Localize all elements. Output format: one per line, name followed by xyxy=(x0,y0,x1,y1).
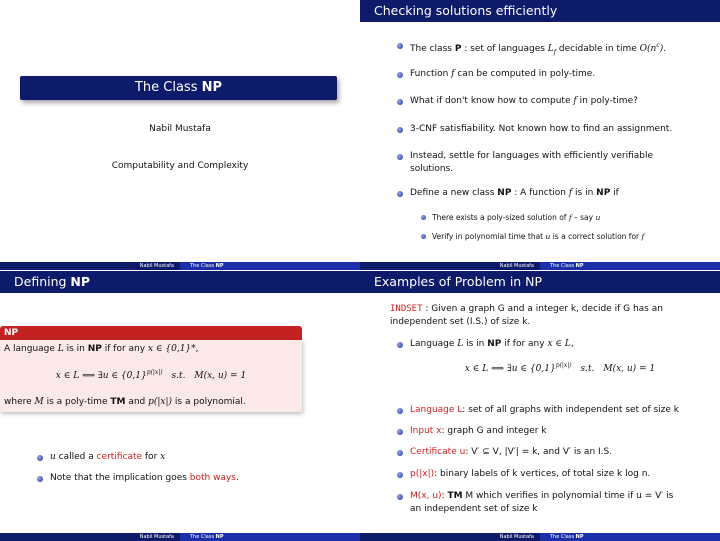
slide-header: Examples of Problem in NP xyxy=(360,271,720,293)
course-name: Computability and Complexity xyxy=(111,161,249,171)
list-item: p(|x|): binary labels of k vertices, of total size k log n. xyxy=(410,468,650,481)
list-item: Language L: set of all graphs with independent set of size k xyxy=(410,404,679,417)
bullet-icon xyxy=(397,99,403,105)
slide-examples-np xyxy=(360,271,720,541)
list-item: Input x: graph G and integer k xyxy=(410,425,547,438)
bullet-icon xyxy=(397,127,403,133)
footer xyxy=(0,262,360,270)
list-item: 3-CNF satisfiability. Not known how to find an assignment. xyxy=(410,123,672,136)
footer-author: Nabil Mustafa xyxy=(360,262,540,270)
bullet-icon xyxy=(397,450,403,456)
definition-title: NP xyxy=(0,326,302,340)
list-item: Note that the implication goes both ways. xyxy=(50,472,239,485)
bullet-icon xyxy=(397,342,403,348)
bullet-icon xyxy=(397,494,403,500)
footer-title: The Class NP xyxy=(180,262,360,270)
bullet-icon xyxy=(397,408,403,414)
list-item: The class P : set of languages $L_f$ decidable in time $O(n^c)$. xyxy=(410,39,666,59)
footer-author: Nabil Mustafa xyxy=(0,262,180,270)
bullet-icon xyxy=(397,472,403,478)
bullet-icon xyxy=(397,43,403,49)
intro-text: INDSET : Given a graph G and a integer k, decide if G has an independent set (I.S.) of size k. xyxy=(390,304,663,327)
bullet-icon xyxy=(421,215,426,220)
bullet-icon xyxy=(397,191,403,197)
bullet-icon xyxy=(397,429,403,435)
bullet-icon xyxy=(397,72,403,78)
bullet-icon xyxy=(37,455,43,461)
list-item: There exists a poly-sized solution of f – say u xyxy=(432,212,600,223)
footer-author: Nabil Mustafa xyxy=(0,533,180,541)
footer-title: The Class NP xyxy=(540,262,720,270)
definition-body: A language L is in NP if for any x ∈ {0,1}*, x ∈ L ⟺ ∃u ∈ $\{0,1\}^{p(|x|)}$ s.t. M(x, u) = 1 where M is a poly-time TM and p(|x|) is a polynomial. xyxy=(0,340,302,412)
footer-title: The Class NP xyxy=(180,533,360,541)
definition-block xyxy=(0,326,302,412)
list-item: u called a certificate for x xyxy=(50,451,165,464)
bullet-icon xyxy=(421,234,426,239)
list-item: Language L is in NP if for any x ∈ L, xyxy=(410,338,574,351)
title-bold: NP xyxy=(201,80,223,95)
slide-checking-solutions xyxy=(360,0,720,270)
example-formula: x ∈ L ⟺ ∃u ∈ $\{0,1\}^{p(|x|)}$ s.t. M(x, u) = 1 xyxy=(464,362,656,374)
slide-header: Defining NP xyxy=(0,271,360,293)
bullet-icon xyxy=(37,476,43,482)
footer xyxy=(360,533,720,541)
list-item: Instead, settle for languages with efficiently verifiable solutions. xyxy=(410,150,653,176)
slide-defining-np xyxy=(0,271,360,541)
bullet-icon xyxy=(397,154,403,160)
footer xyxy=(0,533,360,541)
slide-header: Checking solutions efficiently xyxy=(360,0,720,22)
list-item: Function f can be computed in poly-time. xyxy=(410,68,595,81)
title-text: The Class xyxy=(134,80,202,95)
author-name: Nabil Mustafa xyxy=(149,124,211,134)
footer-author: Nabil Mustafa xyxy=(360,533,540,541)
slide-title xyxy=(0,0,360,270)
list-item: M(x, u): TM M which verifies in polynomial time if u = V′ is an independent set of size k xyxy=(410,490,673,516)
list-item: Certificate u: V′ ⊆ V, |V′| = k, and V′ is an I.S. xyxy=(410,446,612,459)
title-box xyxy=(20,76,337,100)
list-item: What if don't know how to compute f in poly-time? xyxy=(410,95,638,108)
footer xyxy=(360,262,720,270)
footer-title: The Class NP xyxy=(540,533,720,541)
list-item: Define a new class NP : A function f is in NP if xyxy=(410,187,619,200)
definition-formula: x ∈ L ⟺ ∃u ∈ $\{0,1\}^{p(|x|)}$ s.t. M(x, u) = 1 xyxy=(55,369,247,381)
list-item: Verify in polynomial time that u is a correct solution for f xyxy=(432,231,644,242)
